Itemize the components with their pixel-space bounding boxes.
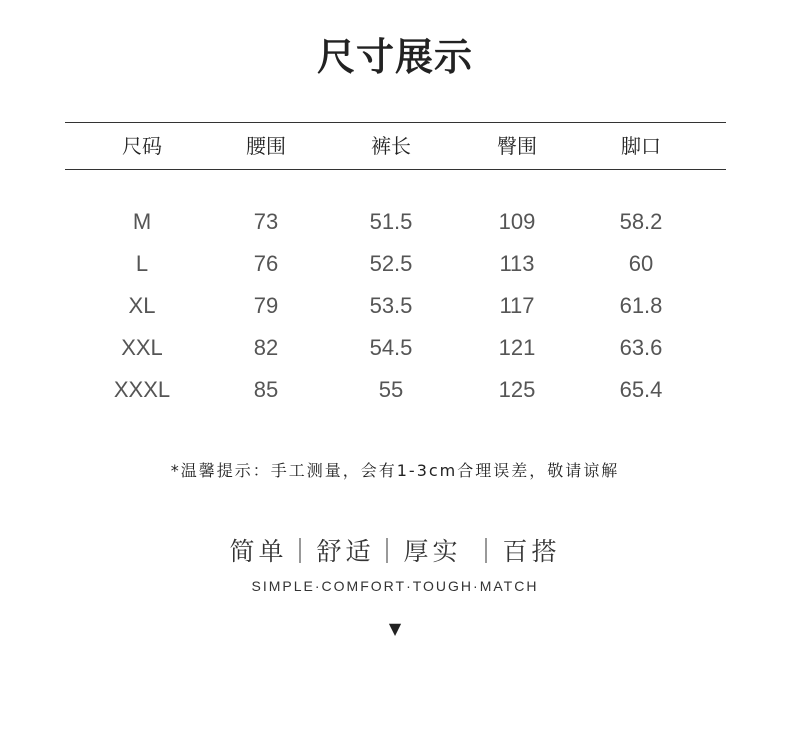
cell-size: XXXL (113, 377, 171, 402)
cell-leg-opening: 65.4 (619, 377, 663, 402)
cell-hip: 117 (499, 293, 535, 318)
cell-leg-opening: 60 (628, 251, 654, 276)
table-row (0, 376, 790, 404)
cell-waist: 82 (253, 335, 279, 360)
header-hip: 臀围 (497, 134, 537, 158)
cell-leg-opening: 61.8 (619, 293, 663, 318)
cell-hip: 109 (498, 209, 536, 234)
cell-length: 51.5 (369, 209, 413, 234)
cell-leg-opening: 63.6 (619, 335, 663, 360)
tagline: 简单｜舒适｜厚实 ｜百搭 (229, 537, 561, 566)
cell-waist: 73 (253, 209, 279, 234)
table-row (0, 334, 790, 362)
table-row (0, 250, 790, 278)
table-header (0, 133, 790, 159)
cell-size: XL (128, 293, 156, 318)
cell-size: XXL (121, 335, 163, 360)
cell-waist: 85 (253, 377, 279, 402)
cell-waist: 79 (253, 293, 279, 318)
cell-waist: 76 (253, 251, 279, 276)
cell-length: 52.5 (369, 251, 413, 276)
cell-length: 54.5 (369, 335, 413, 360)
cell-length: 55 (378, 377, 404, 402)
page-title: 尺寸展示 (316, 35, 473, 79)
tagline-english: SIMPLE·COMFORT·TOUGH·MATCH (251, 578, 539, 594)
header-length: 裤长 (371, 134, 411, 158)
cell-hip: 113 (499, 251, 535, 276)
cell-size: L (135, 251, 149, 276)
cell-hip: 125 (498, 377, 536, 402)
measurement-note: *温馨提示：手工测量，会有1-3cm合理误差，敬请谅解 (170, 461, 620, 480)
cell-length: 53.5 (369, 293, 413, 318)
table-row (0, 292, 790, 320)
header-waist: 腰围 (246, 134, 286, 158)
table-row (0, 208, 790, 236)
table-top-rule (65, 122, 726, 123)
triangle-down-icon: ▼ (388, 619, 402, 638)
cell-leg-opening: 58.2 (619, 209, 663, 234)
header-size: 尺码 (122, 134, 162, 158)
cell-hip: 121 (498, 335, 536, 360)
cell-size: M (132, 209, 152, 234)
table-header-rule (65, 169, 726, 170)
header-leg-opening: 脚口 (621, 134, 661, 158)
